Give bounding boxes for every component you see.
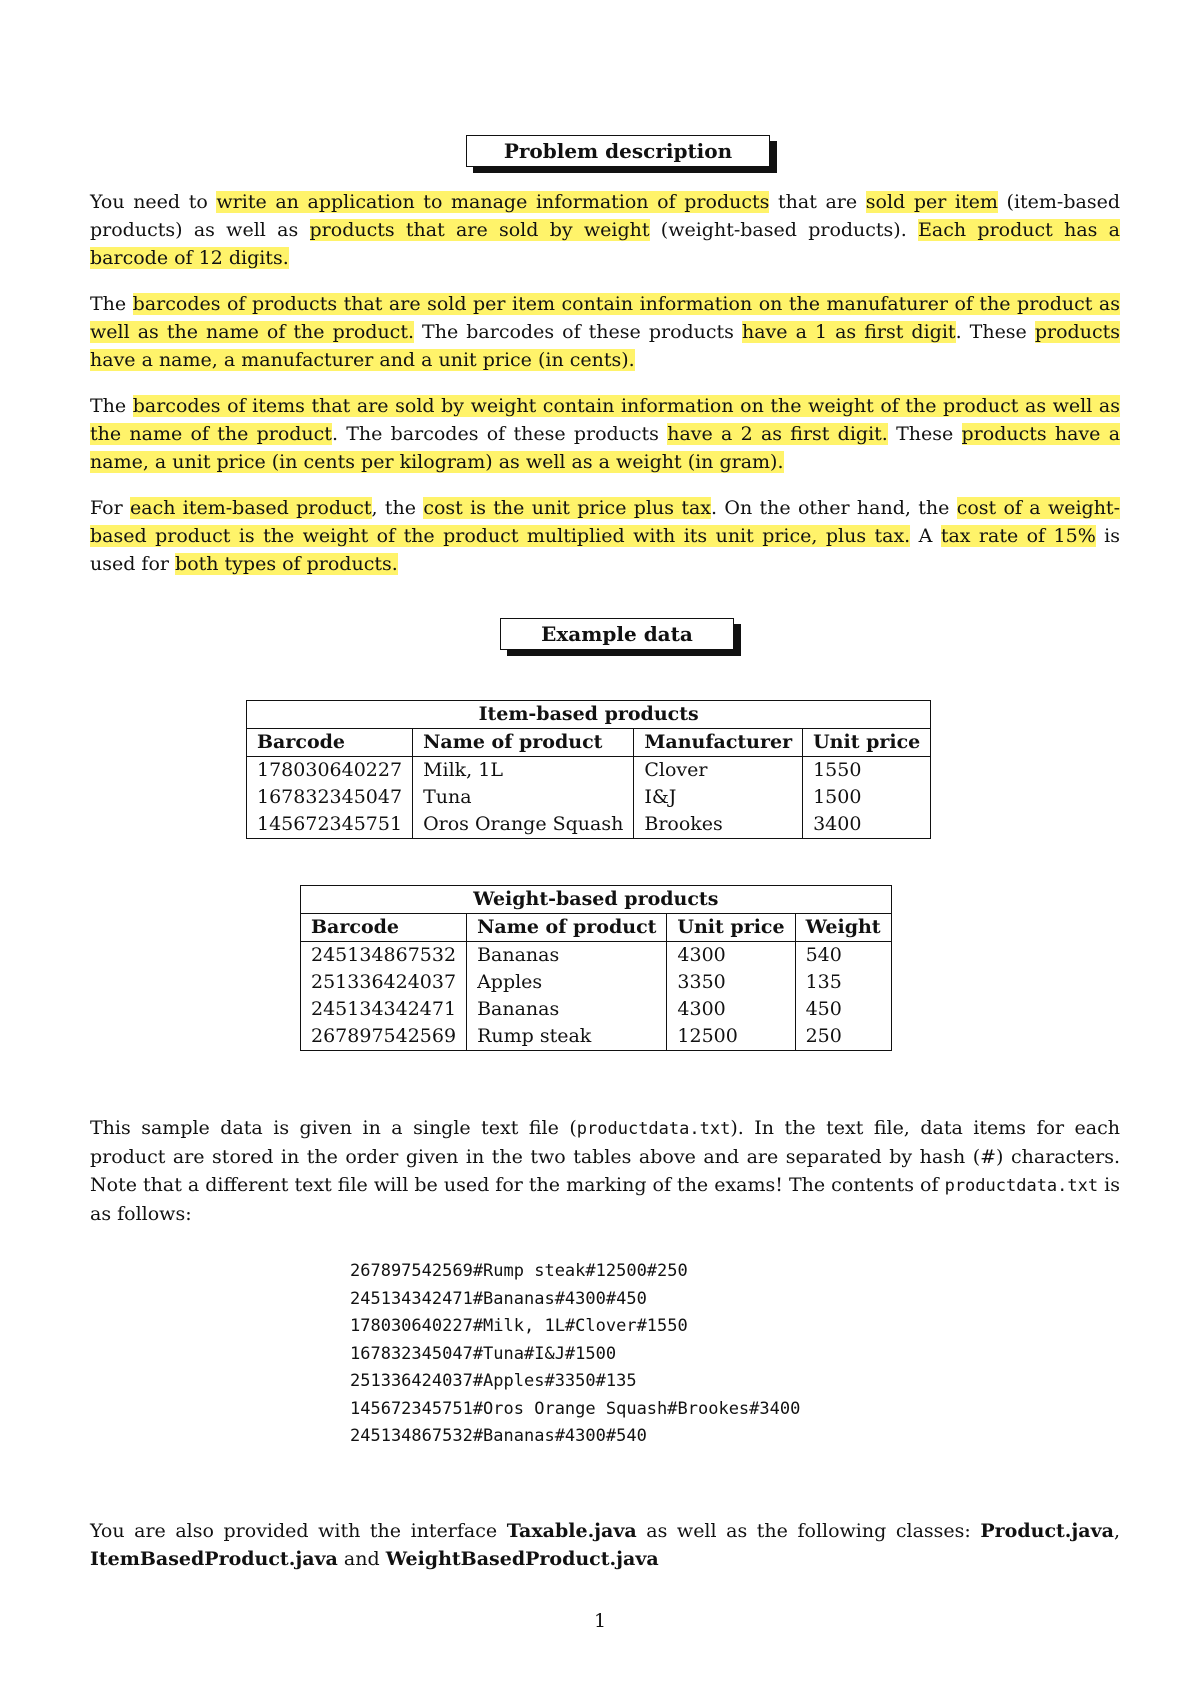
text-run: You are also provided with the interface: [90, 1520, 507, 1542]
table-cell: 250: [795, 1023, 891, 1051]
text-run: (item-based products) as well as: [90, 191, 1120, 241]
highlighted-text: write an application to manage information of products: [216, 191, 770, 213]
text-run: as well as the following classes:: [636, 1520, 981, 1542]
text-run: A: [910, 525, 941, 547]
highlighted-text: barcodes of products that are sold per item contain information on the manufaturer of the product as well as the name of the product.: [90, 293, 1121, 343]
class-name: ItemBasedProduct.java: [90, 1548, 338, 1570]
table-caption: Weight-based products: [301, 886, 892, 914]
paragraph-overview: [90, 188, 1120, 272]
column-header: Name of product: [413, 729, 634, 757]
text-run: ). In the text file, data items for each product are stored in the order given in the two tables above and are separated by hash (#) characters. Note that a different text file will be used for the marking of the exams! The contents of: [90, 1117, 1120, 1196]
table-cell: 3350: [667, 969, 795, 996]
table-cell: 245134342471: [301, 996, 467, 1023]
class-name: WeightBasedProduct.java: [385, 1548, 659, 1570]
text-run: . On the other hand, the: [711, 497, 957, 519]
column-header: Unit price: [803, 729, 931, 757]
text-run: You need to: [90, 191, 217, 213]
table-cell: Oros Orange Squash: [413, 811, 634, 839]
paragraph-cost: [90, 494, 1120, 578]
code-line: 267897542569#Rump steak#12500#250: [350, 1261, 688, 1281]
column-header: Barcode: [247, 729, 413, 757]
table-row: [247, 784, 931, 811]
table-cell: Bananas: [467, 942, 667, 970]
table-cell: 135: [795, 969, 891, 996]
code-line: 145672345751#Oros Orange Squash#Brookes#3400: [350, 1398, 801, 1419]
text-run: For: [90, 497, 130, 519]
highlighted-text: tax rate of 15%: [940, 525, 1096, 547]
text-run: . The barcodes of these products: [331, 423, 668, 445]
table-cell: Rump steak: [467, 1023, 667, 1051]
class-name: Taxable.java: [506, 1520, 637, 1542]
column-header: Name of product: [467, 914, 667, 942]
column-header: Weight: [795, 914, 891, 942]
table-cell: 145672345751: [247, 811, 413, 839]
problem-description-heading: Problem description: [466, 135, 770, 167]
filename: productdata.txt: [576, 1119, 731, 1139]
table-cell: 1500: [803, 784, 931, 811]
text-run: This sample data is given in a single text file (: [90, 1117, 577, 1139]
table-cell: I&J: [634, 784, 803, 811]
highlighted-text: Each product has a barcode of 12 digits.: [90, 219, 1121, 269]
table-cell: 267897542569: [301, 1023, 467, 1051]
highlighted-text: products have a name, a unit price (in cents per kilogram) as well as a weight (in gram).: [90, 423, 1121, 473]
table-cell: 167832345047: [247, 784, 413, 811]
text-run: , the: [371, 497, 424, 519]
paragraph-provided-classes: [90, 1517, 1120, 1573]
table-row: [247, 811, 931, 839]
table-row: [301, 969, 892, 996]
column-header: Barcode: [301, 914, 467, 942]
page-number: 1: [593, 1610, 607, 1632]
text-run: is as follows:: [90, 1174, 1120, 1225]
text-run: that are: [769, 191, 866, 213]
highlighted-text: cost is the unit price plus tax: [423, 497, 711, 519]
table-cell: Milk, 1L: [413, 757, 634, 785]
table-cell: 1550: [803, 757, 931, 785]
code-line: 251336424037#Apples#3350#135: [350, 1371, 637, 1391]
text-run: The: [90, 395, 133, 417]
highlighted-text: each item-based product: [130, 497, 372, 519]
table-row: [301, 996, 892, 1023]
table-cell: 4300: [667, 942, 795, 970]
highlighted-text: both types of products.: [175, 553, 398, 575]
highlighted-text: products that are sold by weight: [309, 219, 650, 241]
weight-based-products-table: [300, 885, 892, 1051]
highlighted-text: barcodes of items that are sold by weight contain information on the weight of the product as well as the name of the product: [90, 395, 1120, 445]
table-caption: Item-based products: [247, 701, 931, 729]
highlighted-text: have a 1 as first digit: [741, 321, 956, 343]
table-cell: 4300: [667, 996, 795, 1023]
highlighted-text: cost of a weight-based product is the weight of the product multiplied with its unit price, plus tax.: [90, 497, 1120, 547]
highlighted-text: sold per item: [865, 191, 998, 213]
code-line: 167832345047#Tuna#I&J#1500: [350, 1343, 617, 1364]
code-line: 245134867532#Bananas#4300#540: [350, 1426, 647, 1446]
class-name: Product.java: [980, 1520, 1114, 1542]
code-line: 245134342471#Bananas#4300#450: [350, 1288, 647, 1309]
table-cell: 251336424037: [301, 969, 467, 996]
code-line: 178030640227#Milk, 1L#Clover#1550: [350, 1316, 688, 1336]
text-run: (weight-based products).: [649, 219, 919, 241]
table-cell: Apples: [467, 969, 667, 996]
table-cell: 178030640227: [247, 757, 413, 785]
text-run: is used for: [90, 525, 1120, 575]
table-cell: Bananas: [467, 996, 667, 1023]
table-cell: 540: [795, 942, 891, 970]
filename: productdata.txt: [944, 1176, 1099, 1196]
table-row: [247, 757, 931, 785]
text-run: and: [337, 1548, 386, 1570]
paragraph-weight-based: [90, 392, 1120, 476]
table-cell: Tuna: [413, 784, 634, 811]
highlighted-text: products have a name, a manufacturer and a unit price (in cents).: [90, 321, 1120, 371]
table-cell: Clover: [634, 757, 803, 785]
item-based-products-table: [246, 700, 931, 839]
text-run: . These: [955, 321, 1035, 343]
table-cell: 245134867532: [301, 942, 467, 970]
table-row: [301, 1023, 892, 1051]
text-run: The barcodes of these products: [414, 321, 742, 343]
highlighted-text: have a 2 as first digit.: [667, 423, 888, 445]
text-run: These: [887, 423, 962, 445]
table-row: [301, 942, 892, 970]
paragraph-sample-data: [90, 1114, 1120, 1228]
text-run: The: [90, 293, 133, 315]
productdata-listing: [350, 1258, 800, 1451]
column-header: Manufacturer: [634, 729, 803, 757]
text-run: ,: [1113, 1520, 1120, 1542]
paragraph-item-based: [90, 290, 1120, 374]
example-data-heading: Example data: [500, 618, 734, 650]
table-cell: 450: [795, 996, 891, 1023]
table-cell: 12500: [667, 1023, 795, 1051]
table-cell: Brookes: [634, 811, 803, 839]
table-cell: 3400: [803, 811, 931, 839]
column-header: Unit price: [667, 914, 795, 942]
